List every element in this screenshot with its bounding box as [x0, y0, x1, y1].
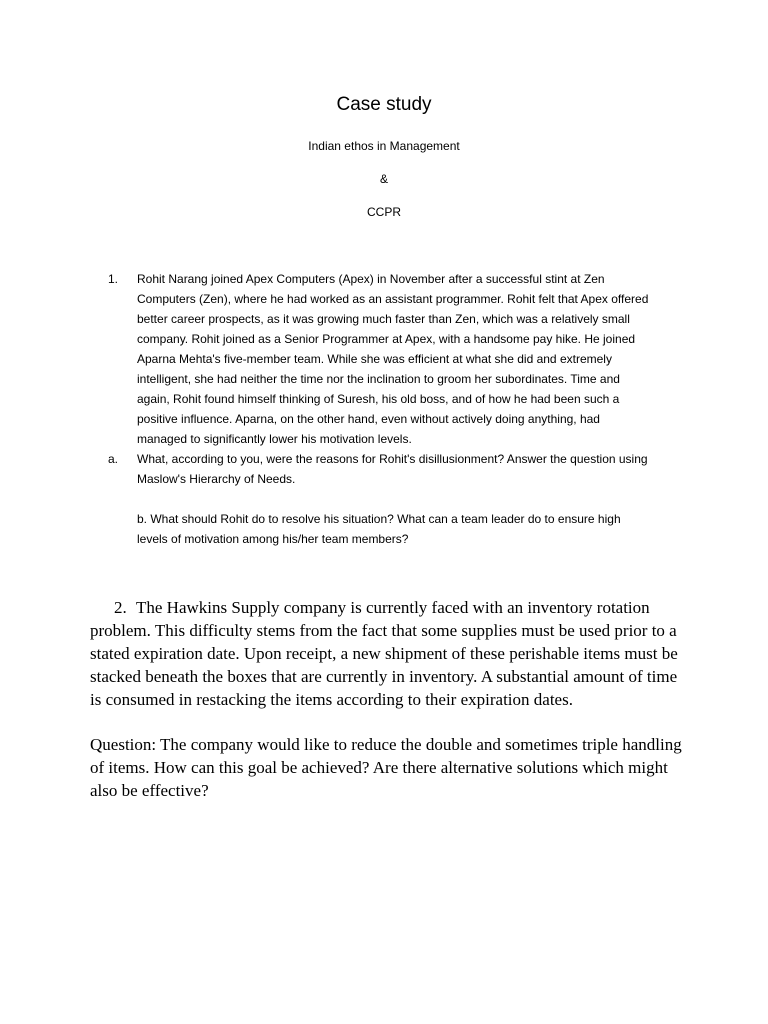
subtitle-ampersand: &: [379, 172, 388, 186]
question-2-question: Question: The company would like to reduce the double and sometimes triple handling of items. How can this goal be achieved? Are there alternative solutions which might also be effective?: [90, 735, 682, 800]
question-2-paragraph: problem. This difficulty stems from the fact that some supplies must be used prior to a stated expiration date. Upon receipt, a new shipment of these perishable items must be stacked beneath the boxes that are currently in inventory. A substantial amount of time is consumed in restacking the items according to their expiration dates.: [90, 621, 678, 709]
question-2-block: [90, 596, 690, 802]
subtitle-subject: Indian ethos in Management: [308, 139, 460, 153]
question-1-number: 1.: [108, 272, 119, 286]
question-2-first-line: The Hawkins Supply company is currently faced with an inventory rotation: [136, 598, 650, 617]
question-1-item: [108, 269, 653, 449]
subtitle-ccpr: CCPR: [366, 205, 401, 219]
question-2-number: 2.: [114, 598, 127, 617]
question-1-part-a-text: What, according to you, were the reasons for Rohit's disillusionment? Answer the question using Maslow's Hierarchy of Needs.: [137, 452, 648, 486]
question-1-block: [108, 269, 653, 549]
question-2-item: [90, 596, 690, 619]
question-1-part-b-text: b. What should Rohit do to resolve his situation? What can a team leader do to ensure high levels of motivation among his/her team members?: [137, 512, 621, 546]
question-1-text: Rohit Narang joined Apex Computers (Apex) in November after a successful stint at Zen Computers (Zen), where he had worked as an assistant programmer. Rohit felt that Apex offered better career prospects, as it was growing much faster than Zen, which was a relatively small company. Rohit joined as a Senior Programmer at Apex, with a handsome pay hike. He joined Aparna Mehta's five-member team. While she was efficient at what she did and extremely intelligent, she had neither the time nor the inclination to groom her subordinates. Time and again, Rohit found himself thinking of Suresh, his old boss, and of how he had been such a positive influence. Aparna, on the other hand, even without actively doing anything, had managed to significantly lower his motivation levels.: [137, 272, 649, 446]
question-1-part-a: [108, 449, 653, 489]
question-1-part-a-label: a.: [108, 452, 119, 466]
page-title: Case study: [336, 94, 432, 115]
